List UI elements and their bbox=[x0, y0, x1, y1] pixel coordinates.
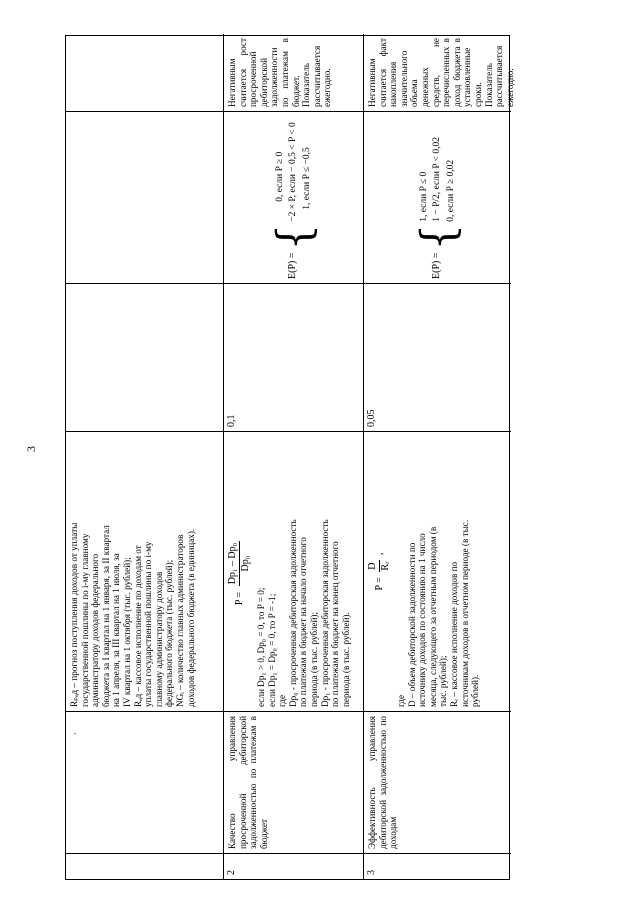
row-2-method-line: где bbox=[277, 694, 288, 707]
row-2-formula-fraction bbox=[227, 541, 252, 586]
left-brace-icon: { bbox=[410, 223, 464, 251]
row-1-method-line: на 1 апреля, за III квартал на 1 июля, за bbox=[111, 553, 122, 707]
row-2-method bbox=[224, 431, 364, 711]
indicator-table bbox=[65, 35, 515, 880]
row-3-formula-fraction bbox=[367, 560, 392, 571]
row-3-method-line: тыс. рублей); bbox=[438, 655, 449, 707]
row-2-method-line: по платежам в бюджет на начало отчетного bbox=[298, 537, 309, 707]
row-2-method-line: периода (в тыс. рублей). bbox=[340, 612, 351, 707]
row-2-eval-cases bbox=[275, 122, 313, 222]
rotated-table-container bbox=[65, 35, 515, 880]
row-3-num: 3 bbox=[364, 853, 511, 879]
row-2-eval-lhs: E(P) = bbox=[287, 252, 299, 279]
row-2-weight: 0,1 bbox=[224, 283, 364, 431]
row-3-weight: 0,05 bbox=[364, 283, 511, 431]
row-1-method-line: федерального бюджета (тыс. рублей); bbox=[164, 559, 175, 707]
left-brace-icon: { bbox=[266, 223, 320, 251]
row-3-name: Эффективность управления дебиторской задолженностью по доходам bbox=[364, 711, 511, 853]
row-1-name bbox=[66, 711, 224, 853]
row-2-formula-numerator: Dp₁ – Dp₀ bbox=[227, 542, 238, 585]
row-2-evaluation-formula bbox=[227, 116, 360, 279]
row-2-evaluation bbox=[224, 111, 364, 283]
row-1-method-line: бюджета за I квартал на 1 января, за II квартал bbox=[100, 525, 111, 707]
row-2-eval-case: 1, если P ≤ −0,5 bbox=[301, 147, 312, 210]
row-3-evaluation-formula bbox=[367, 116, 508, 279]
row-1-evaluation bbox=[66, 111, 224, 283]
row-1-method-line: IV квартал на 1 октября (тыс. рублей); bbox=[121, 557, 132, 707]
row-3-eval-case: 0, если P ≥ 0,02 bbox=[445, 159, 456, 222]
row-3-method-line: месяца, следующего за отчетным периодом (в bbox=[427, 526, 438, 707]
row-3-formula bbox=[367, 436, 392, 707]
row-1-dot: · bbox=[70, 732, 80, 736]
row-2-num: 2 bbox=[224, 853, 364, 879]
row-3-method-line: Rᵣ – кассовое исполнение доходов по bbox=[448, 561, 459, 707]
row-1-weight bbox=[66, 283, 224, 431]
row-3-method-line: источникам доходов в отчетном периоде (в тыс. bbox=[459, 519, 470, 707]
row-2-comment: Негативным считается рост просроченной дебиторской задолженности по платежам в бюджет. Показатель рассчитывается ежегодно. bbox=[224, 34, 364, 111]
row-3-formula-numerator: D bbox=[367, 562, 378, 570]
row-2-method-line: если Dp₁ = Dp₀ = 0, то P = -1; bbox=[266, 593, 277, 707]
row-3-method-line: где bbox=[396, 694, 406, 707]
row-1-method-line: администратору доходов федерального bbox=[90, 553, 101, 707]
row-1-method bbox=[66, 431, 224, 711]
row-3-method-line: D – объем дебиторской задолженности по bbox=[406, 542, 417, 707]
row-1-method-line: Rₚₑд – прогноз поступления доходов от уплаты bbox=[69, 522, 79, 707]
row-2-formula-lhs: P = bbox=[233, 591, 245, 606]
row-3-method bbox=[364, 431, 511, 711]
row-2-method-line: Dp₀ - просроченная дебиторская задолженность bbox=[287, 519, 298, 707]
row-3-eval-case: 1 − P/2, если P < 0,02 bbox=[432, 136, 443, 222]
row-3-formula-denominator: Rᵣ bbox=[380, 561, 391, 571]
row-2-method-line: Dp₁ - просроченная дебиторская задолженность bbox=[319, 519, 330, 707]
row-2-name: Качество управления просроченной дебиторской задолженностью по платежам в бюджет bbox=[224, 711, 364, 853]
row-1-method-line: Rₑд – кассовое исполнение по доходам от bbox=[132, 545, 143, 707]
row-2-eval-case: 0, если P ≥ 0 bbox=[274, 151, 285, 202]
row-3-comment: Негативным считается факт накопления значительного объема денежных средств, не перечисленных в доход бюджета в установленные сроки. Показатель рассчитывается ежегодно. bbox=[367, 38, 515, 107]
row-2-method-line: по платежам в бюджет на конец отчетного bbox=[330, 541, 341, 707]
row-2-formula bbox=[227, 436, 252, 707]
row-3-formula-tail: , bbox=[373, 552, 385, 555]
row-2-method-line: периода (в тыс. рублей); bbox=[308, 611, 319, 707]
row-1-method-line: уплаты государственной пошлины по i-му bbox=[143, 541, 154, 707]
row-2-eval-case: −2 × P, если − 0,5 < P < 0 bbox=[288, 122, 299, 222]
row-3-method-line: рублей). bbox=[470, 674, 481, 707]
row-3-eval-lhs: E(P) = bbox=[431, 252, 443, 279]
row-2-formula-denominator: Dp₀ bbox=[240, 555, 251, 572]
row-3-formula-lhs: P = bbox=[373, 577, 385, 591]
row-1-method-line: главному администратору доходов bbox=[153, 571, 164, 707]
row-3-eval-case: 1, если P ≤ 0 bbox=[418, 171, 429, 222]
row-1-comment bbox=[66, 34, 224, 111]
row-1-method-line: NGᵢ – количество главных администраторов bbox=[174, 534, 185, 707]
row-2-method-line: если Dp₁ > 0, Dp₀ = 0, то P = 0; bbox=[256, 587, 266, 707]
row-1-num bbox=[66, 853, 224, 879]
row-3-method-line: источнику доходов по состоянию на 1 число bbox=[417, 533, 428, 707]
row-1-method-line: государственной пошлины по i-му главному bbox=[79, 533, 90, 707]
row-3-evaluation bbox=[364, 111, 511, 283]
row-1-method-line: доходов федерального бюджета (в единицах). bbox=[185, 528, 196, 707]
row-3-eval-cases bbox=[419, 137, 457, 222]
page-number: 3 bbox=[24, 446, 38, 452]
